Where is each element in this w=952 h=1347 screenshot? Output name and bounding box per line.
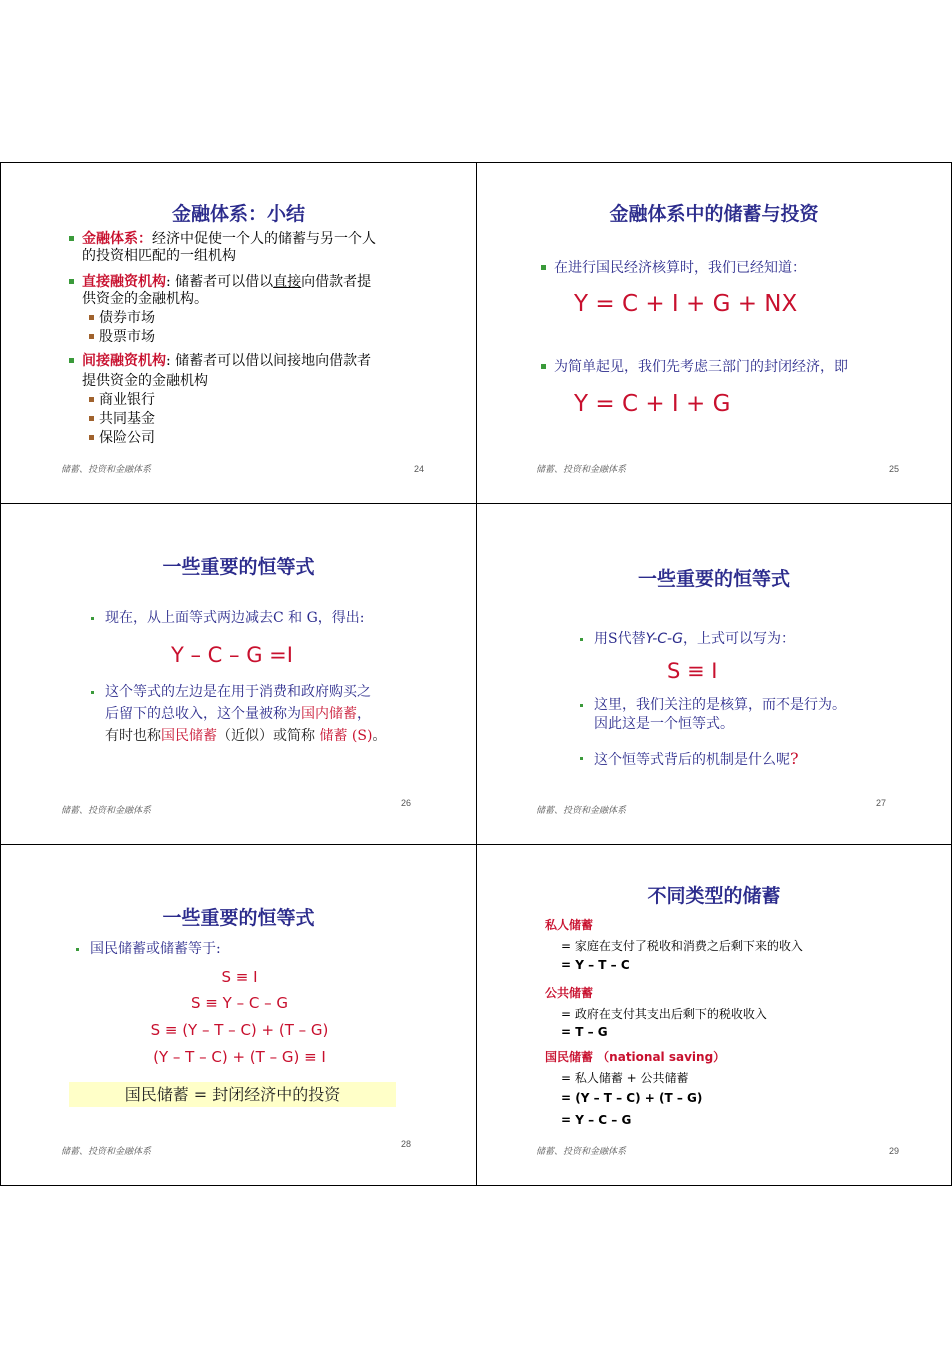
equation-open-economy: Y = C + I + G + NX [574, 291, 798, 317]
identity-2: S ≡ Y – C – G [191, 994, 288, 1012]
label-public-saving: 公共储蓄 [545, 986, 594, 1000]
slide-title: 金融体系：小结 [171, 203, 305, 225]
text: 后留下的总收入，这个量被称为 [105, 706, 301, 722]
equation-closed-economy: Y = C + I + G [574, 391, 731, 417]
identity-3: S ≡ (Y – T – C) + (T – G) [150, 1021, 329, 1039]
bullet-financial-system [82, 231, 376, 248]
expression-y-c-g: Y-C-G [645, 631, 683, 647]
term-financial-system: 金融体系： [82, 231, 152, 247]
public-saving-formula: = T – G [561, 1025, 608, 1039]
text: ， [357, 706, 371, 722]
term-direct-finance: 直接融资机构 [82, 274, 166, 290]
bullet-explanation: 这个等式的左边是在用于消费和政府购买之 [105, 684, 371, 700]
equation-s-equiv-i: S ≡ I [667, 659, 718, 683]
slide-title: 一些重要的恒等式 [637, 568, 790, 590]
slide-footer: 储蓄、投资和金融体系 [536, 465, 627, 475]
bullet-substitute [594, 631, 795, 648]
bullet-closed-economy: 为简单起见，我们先考虑三部门的封闭经济，即 [554, 359, 848, 375]
slide-27 [476, 503, 952, 845]
slide-24 [0, 162, 477, 504]
bullet-text: 向借款者提 [301, 274, 372, 290]
page-number: 25 [889, 464, 900, 474]
private-saving-formula: = Y – T – C [561, 958, 630, 972]
term-domestic-saving: 国内储蓄 [301, 706, 357, 722]
term-indirect-finance: 间接融资机构 [82, 353, 166, 369]
slide-footer: 储蓄、投资和金融体系 [536, 1147, 627, 1157]
slide-footer: 储蓄、投资和金融体系 [61, 806, 152, 816]
text: ，上式可以写为： [682, 631, 795, 647]
national-saving-simplified: = Y – C – G [561, 1113, 632, 1127]
page-number: 24 [414, 464, 425, 474]
text: 用S代替 [594, 631, 646, 647]
page-number: 27 [876, 798, 887, 808]
question-mark: ? [790, 749, 799, 768]
bullet-direct-finance [82, 274, 371, 291]
slide-26 [0, 503, 477, 845]
identity-4: (Y – T – C) + (T – G) ≡ I [153, 1048, 326, 1066]
slide-title: 金融体系中的储蓄与投资 [609, 203, 819, 225]
term-saving: 储蓄 (S) [319, 728, 373, 744]
bullet-explanation-l3 [105, 728, 386, 745]
slide-footer: 储蓄、投资和金融体系 [536, 806, 627, 816]
highlight-box: 国民储蓄 = 封闭经济中的投资 [69, 1082, 396, 1107]
text: （近似）或简称 [217, 728, 320, 744]
text: 这个恒等式背后的机制是什么呢 [594, 752, 790, 768]
bullet-text-cont: 的投资相匹配的一组机构 [82, 248, 236, 264]
bullet-text: 经济中促使一个人的储蓄与另一个人 [152, 231, 376, 247]
label-private-saving: 私人储蓄 [545, 918, 594, 932]
equation-y-c-g: Y – C – G =I [171, 643, 293, 667]
label-national-saving: 国民储蓄 （national saving） [545, 1050, 726, 1064]
identity-1: S ≡ I [221, 968, 258, 986]
slide-footer: 储蓄、投资和金融体系 [61, 1147, 152, 1157]
term-national-saving: 国民储蓄 [161, 728, 217, 744]
page-number: 28 [401, 1139, 412, 1149]
bullet-indirect-finance [82, 353, 371, 370]
text: 。 [372, 728, 387, 744]
bullet-subtract: 现在，从上面等式两边减去C 和 G，得出: [105, 610, 365, 626]
sub-item-insurance: 保险公司 [99, 430, 155, 446]
sub-item-stock-market: 股票市场 [99, 329, 155, 345]
sub-item-mutual-fund: 共同基金 [99, 411, 155, 427]
slide-29 [476, 844, 952, 1186]
text: 有时也称 [105, 728, 161, 744]
page-number: 29 [889, 1146, 900, 1156]
slide-footer: 储蓄、投资和金融体系 [61, 465, 152, 475]
bullet-mechanism-question [594, 750, 799, 769]
underlined-word: 直接 [273, 274, 302, 290]
slide-title: 不同类型的储蓄 [647, 885, 781, 907]
sub-item-commercial-bank: 商业银行 [99, 392, 155, 408]
slide-grid [0, 162, 952, 1186]
bullet-national-saving: 国民储蓄或储蓄等于: [90, 941, 221, 957]
bullet-text-cont: 供资金的金融机构。 [82, 291, 208, 307]
private-saving-def: = 家庭在支付了税收和消费之后剩下来的收入 [561, 939, 803, 953]
slide-25 [476, 162, 952, 504]
sub-item-bond-market: 债券市场 [99, 310, 155, 326]
bullet-text: : 储蓄者可以借以 [166, 274, 274, 290]
page-number: 26 [401, 798, 412, 808]
bullet-explanation-l2 [105, 706, 371, 723]
slide-28 [0, 844, 477, 1186]
national-saving-formula: = (Y – T – C) + (T – G) [561, 1091, 703, 1105]
public-saving-def: = 政府在支付其支出后剩下的税收收入 [561, 1007, 767, 1021]
bullet-text: : 储蓄者可以借以间接地向借款者 [166, 353, 372, 369]
bullet-accounting: 在进行国民经济核算时，我们已经知道： [554, 260, 806, 276]
slide-title: 一些重要的恒等式 [162, 556, 315, 578]
national-saving-def: = 私人储蓄 + 公共储蓄 [561, 1071, 689, 1085]
bullet-accounting-not-behavior: 这里，我们关注的是核算，而不是行为。 [594, 697, 846, 713]
slide-title: 一些重要的恒等式 [162, 907, 315, 929]
bullet-identity: 因此这是一个恒等式。 [594, 716, 734, 732]
bullet-text-cont: 提供资金的金融机构 [82, 373, 208, 389]
